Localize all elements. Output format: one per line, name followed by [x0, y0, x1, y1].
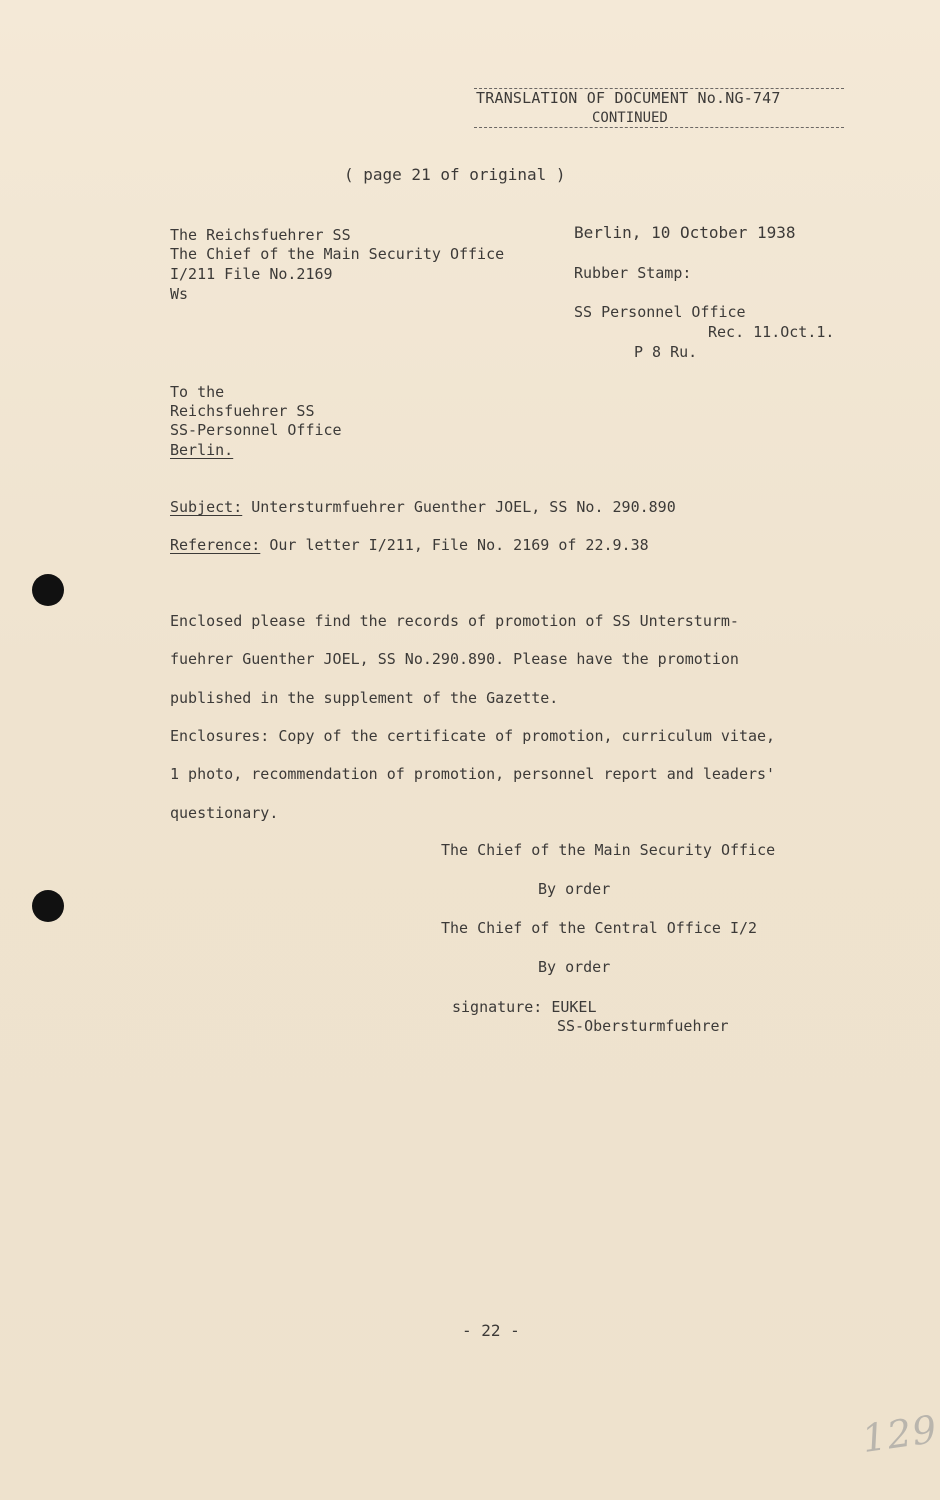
reference-line — [170, 535, 649, 555]
stamp-line-3: P 8 Ru. — [634, 343, 698, 361]
document-title: TRANSLATION OF DOCUMENT No.NG-747 — [476, 89, 781, 107]
stamp-line-2: Rec. 11.Oct.1. — [708, 323, 835, 341]
handwritten-page-number: 129 — [859, 1406, 940, 1462]
enclosures-line — [170, 726, 775, 746]
body-line-3: published in the supplement of the Gazette. — [170, 689, 559, 707]
recipient-line-4: Berlin. — [170, 441, 234, 459]
page-number: - 22 - — [462, 1321, 520, 1340]
enclosures-label: Enclosures: — [170, 727, 270, 745]
punch-hole-bottom — [32, 890, 64, 922]
subject-label: Subject: — [170, 498, 243, 516]
signature-line-3: The Chief of the Central Office I/2 — [441, 919, 758, 937]
body-line-2: fuehrer Guenther JOEL, SS No.290.890. Please have the promotion — [170, 650, 739, 668]
body-line-4: Copy of the certificate of promotion, curriculum vitae, — [269, 727, 776, 745]
signature-line-5: signature: EUKEL — [452, 998, 597, 1016]
signature-line-4: By order — [538, 958, 611, 976]
header-rule-bottom — [474, 127, 844, 128]
letter-date: Berlin, 10 October 1938 — [574, 223, 796, 242]
body-line-5: 1 photo, recommendation of promotion, personnel report and leaders' — [170, 765, 776, 783]
body-line-1: Enclosed please find the records of promotion of SS Untersturm- — [170, 612, 739, 630]
recipient-line-2: Reichsfuehrer SS — [170, 402, 315, 420]
document-subtitle: CONTINUED — [592, 110, 668, 126]
stamp-line-1: SS Personnel Office — [574, 303, 746, 321]
subject-line — [170, 497, 676, 517]
sender-line-3: I/211 File No.2169 — [170, 265, 333, 283]
sender-line-4: Ws — [170, 285, 189, 303]
stamp-label: Rubber Stamp: — [574, 264, 692, 282]
body-line-6: questionary. — [170, 804, 279, 822]
recipient-line-1: To the — [170, 383, 225, 401]
punch-hole-top — [32, 574, 64, 606]
signature-line-1: The Chief of the Main Security Office — [441, 841, 776, 859]
subject-text: Untersturmfuehrer Guenther JOEL, SS No. 290.890 — [242, 498, 676, 516]
reference-text: Our letter I/211, File No. 2169 of 22.9.38 — [260, 536, 649, 554]
signature-line-2: By order — [538, 880, 611, 898]
reference-label: Reference: — [170, 536, 261, 554]
page-note: ( page 21 of original ) — [344, 165, 566, 184]
recipient-line-3: SS-Personnel Office — [170, 421, 342, 439]
signature-line-6: SS-Obersturmfuehrer — [557, 1017, 729, 1035]
sender-line-2: The Chief of the Main Security Office — [170, 245, 505, 263]
sender-line-1: The Reichsfuehrer SS — [170, 226, 351, 244]
